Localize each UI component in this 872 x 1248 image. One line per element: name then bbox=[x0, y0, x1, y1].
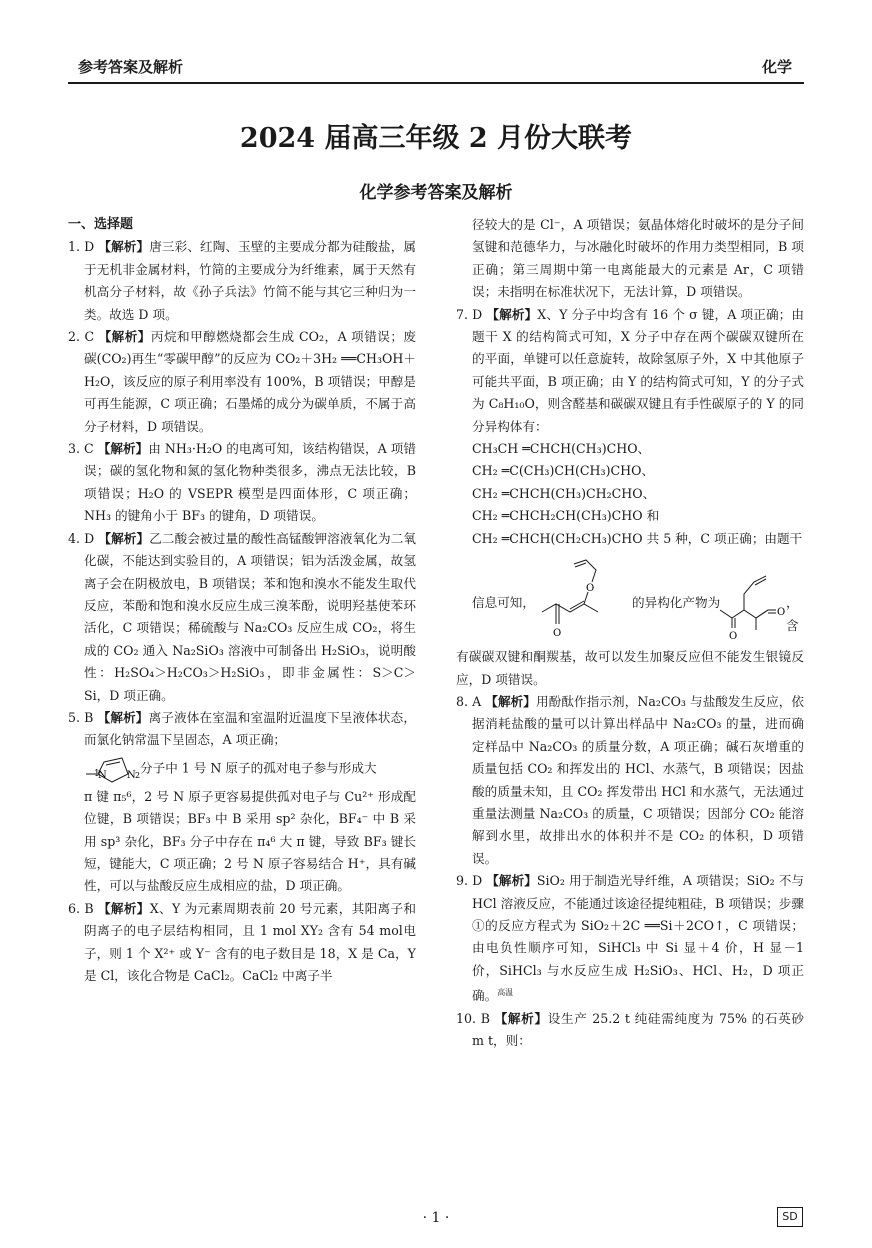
answer-8-text: 用酚酞作指示剂，Na₂CO₃ 与盐酸发生反应，依据消耗盐酸的量可以计算出样品中 Na₂CO₃ 的量，进而确定样品中 Na₂CO₃ 的质量分数，A 项正确；碱石灰增重的质量包括 CO₂ 和挥发出的 HCl、水蒸气，B 项错误；因盐酸的质量未知，且 CO₂ 挥发带出 HCl 和水蒸气，无法通过重量法测量 Na₂CO₃ 的质量，C 项错误；因部分 CO₂ 能溶解到水里，故排出水的体积并不是 CO₂ 的体积，D 项错误。 bbox=[472, 693, 805, 866]
isomerization-structures bbox=[460, 550, 804, 646]
answer-2-text: 丙烷和甲醇燃烧都会生成 CO₂，A 项错误；废碳(CO₂)再生“零碳甲醇”的反应为 CO₂＋3H₂ ══CH₃OH＋H₂O，该反应的原子利用率没有 100%，B 项错误；甲醇是可再生能源，C 项正确；石墨烯的成分为碳单质，不属于高分子材料，D 项错误。 bbox=[84, 329, 416, 434]
answer-4 bbox=[68, 528, 416, 707]
nitrogen-2-label: N bbox=[127, 769, 136, 781]
answer-7-key: 7. D bbox=[456, 306, 487, 322]
answer-6-text: X、Y 为元素周期表前 20 号元素，其阳离子和阴离子的电子层结构相同，且 1 mol XY₂ 含有 54 mol电子，则 1 个 X²⁺ 或 Y⁻ 含有的电子数目是 18，X 是 Ca，Y 是 Cl，该化合物是 CaCl₂。CaCl₂ 中离子半 bbox=[84, 900, 416, 983]
answer-9-key: 9. D bbox=[456, 873, 487, 889]
allyl-vinyl-ether-structure bbox=[532, 552, 632, 642]
analysis-tag: 【解析】 bbox=[98, 239, 150, 255]
isomer-formula: CH₂ ═C(CH₃)CH(CH₃)CHO、 bbox=[472, 463, 655, 479]
atom-index-2: 2 bbox=[135, 770, 140, 780]
atom-index-1: 1 bbox=[94, 768, 100, 779]
isomer-formula: CH₂ ═CHCH(CH₃)CH₂CHO、 bbox=[472, 485, 656, 501]
answer-5 bbox=[68, 707, 416, 752]
page-number: · 1 · bbox=[422, 1210, 450, 1226]
isomer-formula: CH₂ ═CHCH(CH₂CH₃)CHO 共 5 种，C 项正确；由题干 bbox=[472, 530, 803, 546]
oxygen-label: O bbox=[729, 631, 738, 643]
answer-7-tail: 有碳碳双键和酮羰基，故可以发生加聚反应但不能发生银镜反应，D 项错误。 bbox=[456, 649, 804, 687]
answer-7-text: X、Y 分子中均含有 16 个 σ 键，A 项正确；由题干 X 的结构简式可知，X 分子中存在两个碳碳双键所在的平面，单键可以任意旋转，故除氢原子外，X 中其他原子可能共平面，B 项正确；由 Y 的结构简式可知，Y 的分子式为 C₈H₁₀O，则含醛基和碳碳双键且有手性碳原子的 Y 的同分异构体有： bbox=[472, 306, 805, 434]
analysis-tag: 【解析】 bbox=[98, 329, 151, 345]
answer-6-continued: 径较大的是 Cl⁻，A 项错误；氨晶体熔化时破坏的是分子间氢键和范德华力，与冰融化时破坏的作用力类型相同，B 项正确；第三周期中第一电离能最大的元素是 Ar，C 项错误；未指明在标准状况下，无法计算，D 项错误。 bbox=[472, 217, 804, 300]
product-diketone-structure bbox=[718, 552, 792, 642]
analysis-tag: 【解析】 bbox=[97, 709, 149, 725]
answer-5-key: 5. B bbox=[68, 709, 98, 725]
answer-5-text-3: π 键 π₅⁶，2 号 N 原子更容易提供孤对电子与 Cu²⁺ 形成配位键，B 项错误；BF₃ 中 B 采用 sp² 杂化，BF₄⁻ 中 B 采用 sp³ 杂化，BF₃ 分子中存在 π₄⁶ 大 π 键，导致 BF₃ 键长短，键能大，C 项正确；2 号 N 原子容易结合 H⁺，具有碱性，可以与盐酸反应生成相应的盐，D 项正确。 bbox=[84, 788, 416, 894]
analysis-tag: 【解析】 bbox=[486, 306, 538, 322]
page-title: 2024 届高三年级 2 月份大联考 bbox=[239, 123, 633, 154]
answer-9 bbox=[456, 870, 804, 1008]
answer-1 bbox=[68, 236, 416, 326]
answer-2-key: 2. C bbox=[68, 329, 99, 345]
info-text: ，含 bbox=[786, 595, 799, 633]
answer-1-text: 唐三彩、红陶、玉壁的主要成分都为硅酸盐，属于无机非金属材料，竹简的主要成分为纤维素，属于天然有机高分子材料，故《孙子兵法》竹简不能与其它三种归为一类。故选 D 项。 bbox=[84, 239, 417, 322]
answer-3 bbox=[68, 438, 416, 528]
analysis-tag: 【解析】 bbox=[97, 441, 149, 457]
answer-10 bbox=[456, 1008, 804, 1053]
isomer-formula: CH₂ ═CHCH₂CH(CH₃)CHO 和 bbox=[472, 508, 660, 524]
reaction-condition: 高温 bbox=[497, 988, 514, 998]
left-column bbox=[68, 214, 416, 987]
answer-9-text: SiO₂ 用于制造光导纤维，A 项错误；SiO₂ 不与 HCl 溶液反应，不能通过该途径提纯粗硅，B 项错误；步骤①的反应方程式为 SiO₂＋2C ══Si＋2CO↑，C 项错误；由电负性顺序可知，SiHCl₃ 中 Si 显＋4 价，H 显－1 价，SiHCl₃ 与水反应生成 H₂SiO₃、HCl、H₂，D 项正确。 bbox=[472, 873, 804, 1004]
answer-1-key: 1. D bbox=[68, 239, 99, 255]
answer-4-text: 乙二酸会被过量的酸性高锰酸钾溶液氧化为二氧化碳，不能达到实验目的，A 项错误；铝为活泼金属，故氢离子会在阴极放电，B 项错误；苯和饱和溴水不能发生取代反应，苯酚和饱和溴水反应生成三溴苯酚，说明羟基使苯环活化，C 项错误；稀硫酸与 Na₂CO₃ 反应生成 CO₂，将生成的 CO₂ 通入 Na₂SiO₃ 溶液中可制备出 H₂SiO₃，说明酸性：H₂SO₄＞H₂CO₃＞H₂SiO₃，即非金属性：S＞C＞Si，D 项正确。 bbox=[84, 530, 417, 703]
analysis-tag: 【解析】 bbox=[98, 530, 150, 546]
answer-10-text: 设生产 25.2 t 纯硅需纯度为 75% 的石英砂 m t，则： bbox=[472, 1010, 805, 1049]
imidazole-structure bbox=[84, 752, 140, 786]
answer-8 bbox=[456, 691, 804, 870]
isomer-formula: CH₃CH ═CHCH(CH₃)CHO、 bbox=[472, 441, 651, 457]
oxygen-label: O bbox=[777, 607, 786, 619]
answer-5-text-2: 分子中 1 号 N 原子的孤对电子参与形成大 bbox=[140, 760, 377, 776]
answer-8-key: 8. A bbox=[456, 693, 486, 709]
info-text: 信息可知， bbox=[472, 595, 535, 611]
section-heading: 一、选择题 bbox=[68, 217, 134, 232]
header-subject: 化学 bbox=[761, 58, 792, 76]
nitrogen-1-label: N bbox=[98, 769, 107, 781]
answer-6 bbox=[68, 898, 416, 988]
header-left: 参考答案及解析 bbox=[78, 58, 184, 76]
oxygen-label: O bbox=[586, 583, 595, 595]
answer-6-key: 6. B bbox=[68, 900, 98, 916]
right-column bbox=[456, 214, 804, 1053]
answer-3-text: 由 NH₃·H₂O 的电离可知，该结构错误，A 项错误；碳的氢化物和氮的氢化物种类很多，沸点无法比较，B 项错误；H₂O 的 VSEPR 模型是四面体形，C 项正确；NH₃ 的键角小于 BF₃ 的键角，D 项错误。 bbox=[84, 441, 417, 524]
answer-5-imidazole-line bbox=[68, 752, 416, 786]
page-subtitle: 化学参考答案及解析 bbox=[359, 183, 513, 203]
answer-7 bbox=[456, 304, 804, 438]
analysis-tag: 【解析】 bbox=[97, 900, 150, 916]
edition-badge: SD bbox=[777, 1207, 803, 1227]
answer-2 bbox=[68, 326, 416, 438]
analysis-tag: 【解析】 bbox=[494, 1010, 548, 1026]
info-text: 的异构化产物为 bbox=[632, 595, 721, 611]
oxygen-label: O bbox=[553, 628, 562, 640]
answer-4-key: 4. D bbox=[68, 530, 99, 546]
analysis-tag: 【解析】 bbox=[485, 693, 536, 709]
answer-10-key: 10. B bbox=[456, 1010, 495, 1026]
answer-5-text: 离子液体在室温和室温附近温度下呈液体状态，而氯化钠常温下呈固态，A 项正确； bbox=[84, 709, 417, 748]
answer-3-key: 3. C bbox=[68, 441, 98, 457]
analysis-tag: 【解析】 bbox=[486, 873, 537, 889]
header-rule bbox=[68, 82, 804, 84]
